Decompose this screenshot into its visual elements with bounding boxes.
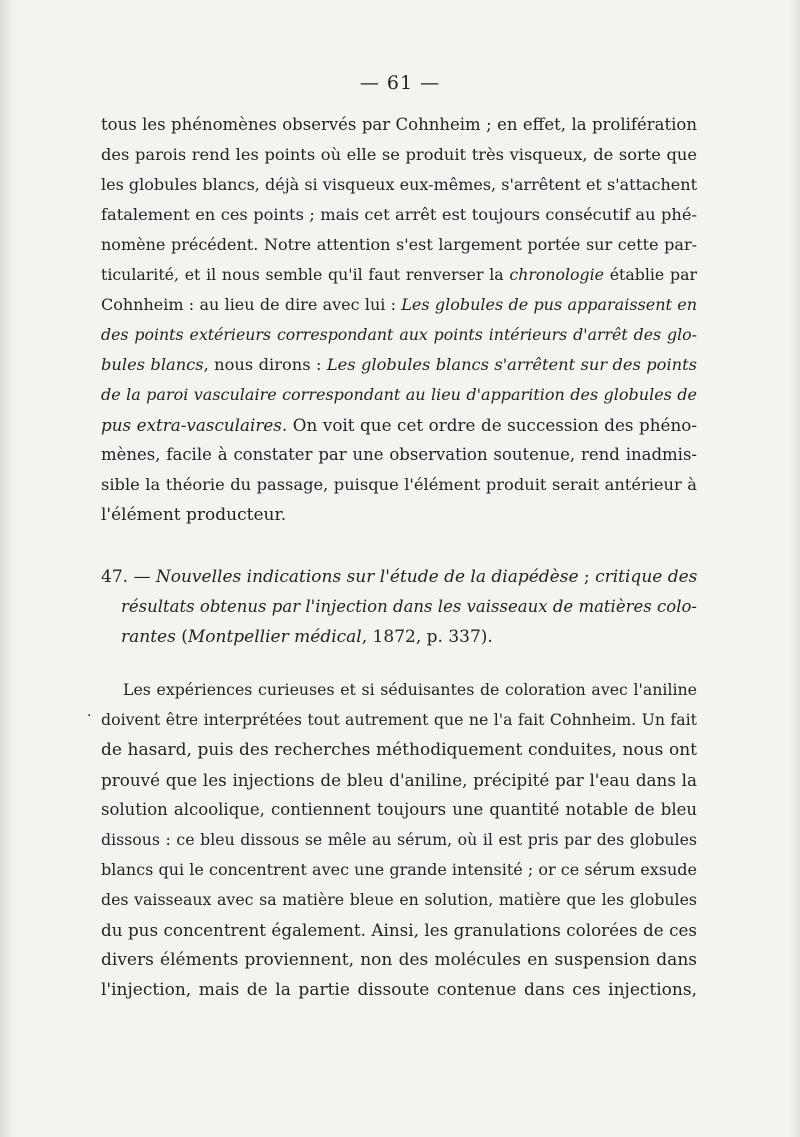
text-line: doivent être interprétées tout autrement que ne l'a fait Cohnheim. Un fait [101,710,697,729]
text-line: solution alcoolique, contiennent toujours une quantité notable de bleu [101,800,697,819]
text-run: Cohnheim : au lieu de dire avec lui : [101,295,402,314]
text-line: des parois rend les points où elle se produit très visqueux, de sorte que [101,145,697,164]
text-line: Les expériences curieuses et si séduisantes de coloration avec l'aniline [123,680,697,699]
text-line: dissous : ce bleu dissous se mêle au sérum, où il est pris par des globules [101,830,697,849]
entry-title: rantes [121,627,176,647]
bibliography-entry [101,562,697,652]
text-line: des vaisseaux avec sa matière bleue en solution, matière que les globules [101,890,697,909]
text-run: ; [578,567,596,587]
page-number: — 61 — [359,72,441,94]
text-line [101,320,697,350]
entry-number: 47. — [101,567,156,587]
journal-name: Montpellier médical [187,627,362,647]
text-line [101,410,697,440]
citation-details: , 1872, p. 337). [361,627,493,647]
scan-edge-left [0,0,14,1137]
paragraph-continuation [101,110,697,530]
text-line: tous les phénomènes observés par Cohnheim ; en effet, la prolifération [101,115,697,134]
text-run: ticularité, et il nous semble qu'il faut renverser la [101,265,510,284]
italic-quote: des points extérieurs correspondant aux points intérieurs d'arrêt des glo- [101,325,697,344]
text-line: l'injection, mais de la partie dissoute contenue dans ces injections, [101,980,697,1000]
paragraph-body [101,675,697,1005]
text-line: mènes, facile à constater par une observation soutenue, rend inadmis- [101,445,697,464]
italic-quote: pus extra-vasculaires [101,415,282,435]
scan-edge-right [790,0,800,1137]
italic-quote: Les globules de pus apparaissent en [401,295,697,314]
text-line [101,290,697,320]
text-line: les globules blancs, déjà si visqueux eux-mêmes, s'arrêtent et s'attachent [101,175,697,194]
italic-quote: de la paroi vasculaire correspondant au lieu d'apparition des globules de [101,385,697,404]
italic-quote: Les globules blancs s'arrêtent sur des points [326,355,697,374]
text-line: du pus concentrent également. Ainsi, les granulations colorées de ces [101,920,697,940]
text-line [101,260,697,290]
print-speck: . [87,704,92,720]
text-line: nomène précédent. Notre attention s'est largement portée sur cette par- [101,235,697,254]
entry-line [101,592,697,622]
entry-title: critique des [595,567,697,587]
text-line: sible la théorie du passage, puisque l'élément produit serait antérieur à [101,475,697,494]
entry-line [101,622,697,652]
text-run: . On voit que cet ordre de succession des phéno- [281,415,697,435]
text-line: l'élément producteur. [101,505,287,525]
entry-title: résultats obtenus par l'injection dans les vaisseaux de matières colo- [121,597,697,616]
text-run: , nous dirons : [203,355,327,374]
entry-title: Nouvelles indications sur l'étude de la diapédèse [155,567,579,587]
text-line [101,350,697,380]
entry-line [101,562,697,592]
text-line: prouvé que les injections de bleu d'aniline, précipité par l'eau dans la [101,770,697,790]
text-line: fatalement en ces points ; mais cet arrêt est toujours consécutif au phé- [101,205,697,224]
text-run: établie par [603,265,697,284]
text-run: ( [175,627,188,647]
italic-term: chronologie [509,265,604,284]
text-line: divers éléments proviennent, non des molécules en suspension dans [101,950,697,970]
text-line [101,380,697,410]
text-line: blancs qui le concentrent avec une grande intensité ; or ce sérum exsude [101,860,697,879]
italic-quote: bules blancs [101,355,204,374]
text-line: de hasard, puis des recherches méthodiquement conduites, nous ont [101,740,697,760]
